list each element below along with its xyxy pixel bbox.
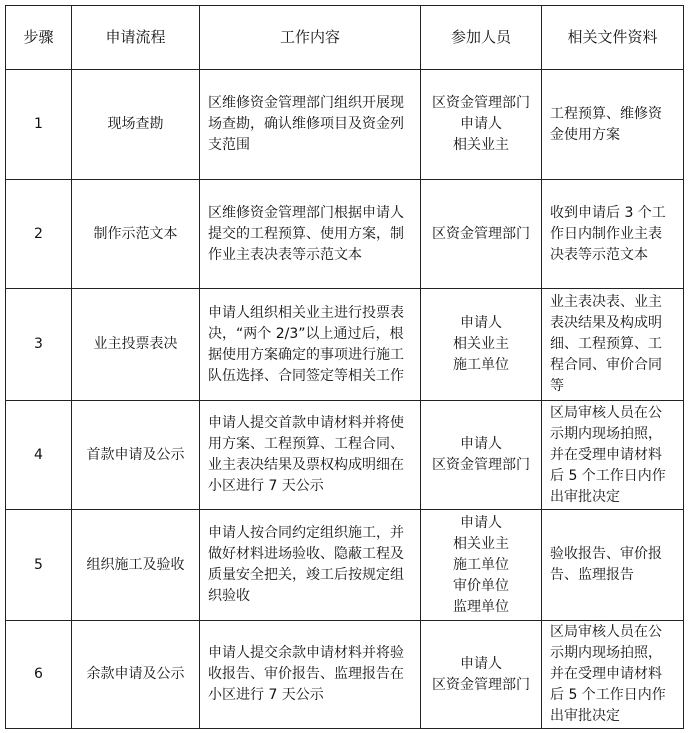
people-cell [421,289,542,401]
header-row [6,6,684,70]
people-cell [421,401,542,510]
table-row [6,510,684,621]
docs-cell: 工程预算、维修资金使用方案 [542,70,684,180]
person: 相关业主 [453,535,509,552]
header-docs: 相关文件资料 [542,6,684,70]
person: 区资金管理部门 [432,457,530,473]
person: 施工单位 [453,556,509,573]
docs-cell: 区局审核人员在公示期内现场拍照，并在受理申请材料后 5 个工作日内作出审批决定 [542,401,684,510]
work-cell: 申请人组织相关业主进行投票表决，“两个 2/3”以上通过后，根据使用方案确定的事项进行施工队伍选择、合同签定等相关工作 [200,289,421,401]
person: 监理单位 [453,598,509,615]
person: 相关业主 [453,336,509,352]
work-cell: 申请人提交首款申请材料并将使用方案、工程预算、工程合同、业主表决结果及票权构成明细在小区进行 7 天公示 [200,401,421,510]
step-cell: 1 [6,70,72,180]
work-cell: 区维修资金管理部门根据申请人提交的工程预算、使用方案，制作业主表决表等示范文本 [200,180,421,289]
work-cell: 申请人按合同约定组织施工，并做好材料进场验收、隐蔽工程及质量安全把关，竣工后按规定组织验收 [200,510,421,621]
docs-cell: 业主表决表、业主表决结果及构成明细、工程预算、工程合同、审价合同等 [542,289,684,401]
docs-cell: 收到申请后 3 个工作日内制作业主表决表等示范文本 [542,180,684,289]
table-row [6,401,684,510]
person: 申请人 [460,436,502,452]
process-table [5,5,684,729]
person: 申请人 [460,514,502,531]
person: 审价单位 [453,577,509,594]
header-work: 工作内容 [200,6,421,70]
work-cell: 申请人提交余款申请材料并将验收报告、审价报告、监理报告在小区进行 7 天公示 [200,621,421,729]
person: 相关业主 [453,137,509,153]
process-cell: 业主投票表决 [72,289,200,401]
header-people: 参加人员 [421,6,542,70]
work-cell: 区维修资金管理部门组织开展现场查勘，确认维修项目及资金列支范围 [200,70,421,180]
person: 施工单位 [453,357,509,373]
step-cell: 2 [6,180,72,289]
process-cell: 制作示范文本 [72,180,200,289]
person: 申请人 [460,655,502,672]
process-cell: 首款申请及公示 [72,401,200,510]
docs-cell: 验收报告、审价报告、监理报告 [542,510,684,621]
header-process: 申请流程 [72,6,200,70]
step-cell: 3 [6,289,72,401]
step-cell: 6 [6,621,72,729]
person: 区资金管理部门 [432,95,530,111]
process-cell: 组织施工及验收 [72,510,200,621]
step-cell: 5 [6,510,72,621]
process-cell: 现场查勘 [72,70,200,180]
person: 申请人 [460,315,502,331]
header-step: 步骤 [6,6,72,70]
docs-cell: 区局审核人员在公示期内现场拍照，并在受理申请材料后 5 个工作日内作出审批决定 [542,621,684,729]
people-cell [421,621,542,729]
person: 区资金管理部门 [432,676,530,693]
people-cell [421,510,542,621]
people-cell [421,70,542,180]
person: 申请人 [460,116,502,132]
person: 区资金管理部门 [432,225,530,242]
people-cell [421,180,542,289]
table-row [6,180,684,289]
table-row [6,70,684,180]
step-cell: 4 [6,401,72,510]
table-row [6,289,684,401]
process-cell: 余款申请及公示 [72,621,200,729]
table-row [6,621,684,729]
